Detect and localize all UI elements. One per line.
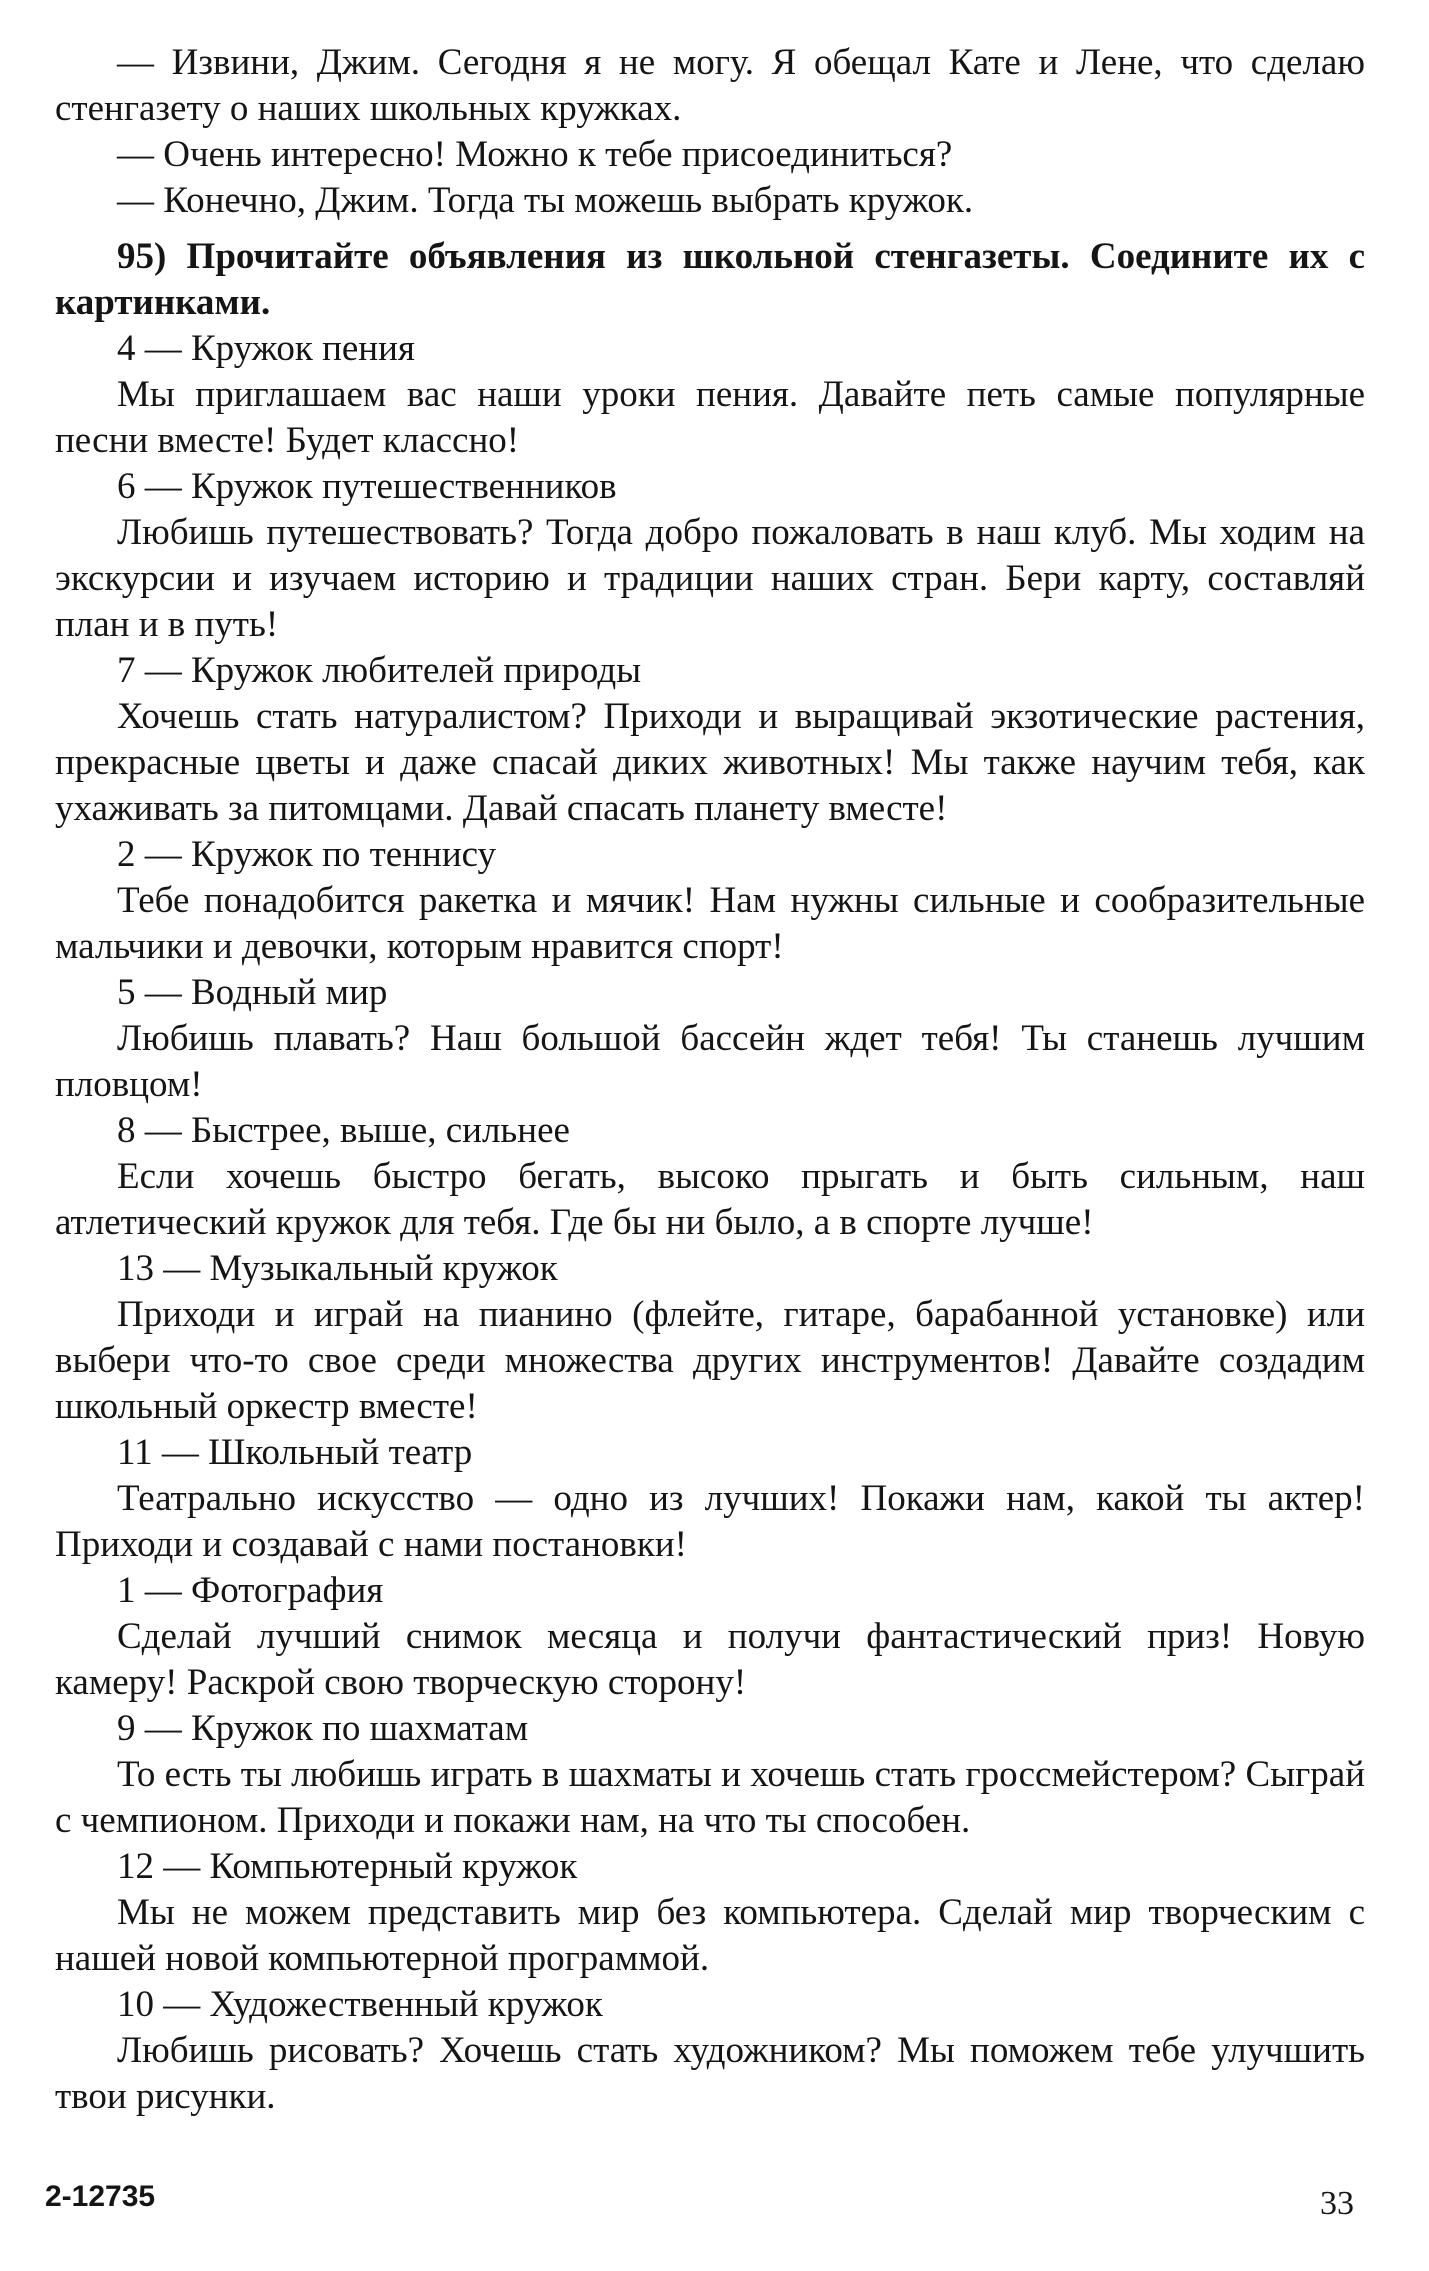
ad-title: 10 — Художественный кружок [117, 1984, 603, 2025]
ad-text: Мы приглашаем вас наши уроки пения. Давайте петь самые популярные песни вместе! Будет классно! [55, 374, 1365, 461]
ad-title: 1 — Фотография [117, 1570, 384, 1611]
ad-title: 7 — Кружок любителей природы [117, 650, 642, 691]
dialogue-line: — Конечно, Джим. Тогда ты можешь выбрать кружок. [117, 180, 974, 221]
page-body [55, 40, 1365, 2120]
ad-text: Хочешь стать натуралистом? Приходи и выращивай экзотические растения, прекрасные цветы и даже спасай диких животных! Мы также научим тебя, как ухаживать за питомцами. Давай спасать планету вместе! [55, 696, 1365, 829]
task-heading: 95) Прочитайте объявления из школьной стенгазеты. Соедините их с картинками. [55, 236, 1365, 323]
page-number: 33 [1320, 2185, 1354, 2222]
dialogue-line: — Очень интересно! Можно к тебе присоединиться? [117, 134, 953, 175]
ad-text: Сделай лучший снимок месяца и получи фантастический приз! Новую камеру! Раскрой свою творческую сторону! [55, 1616, 1365, 1703]
ad-text: Если хочешь быстро бегать, высоко прыгать и быть сильным, наш атлетический кружок для тебя. Где бы ни было, а в спорте лучше! [55, 1156, 1365, 1243]
ad-title: 13 — Музыкальный кружок [117, 1248, 558, 1289]
ad-title: 11 — Школьный театр [117, 1432, 473, 1473]
ad-text: Приходи и играй на пианино (флейте, гитаре, барабанной установке) или выбери что-то свое среди множества других инструментов! Давайте создадим школьный оркестр вместе! [55, 1294, 1365, 1427]
dialogue-line: — Извини, Джим. Сегодня я не могу. Я обещал Кате и Лене, что сделаю стенгазету о наших школьных кружках. [55, 42, 1365, 129]
ad-text: Любишь рисовать? Хочешь стать художником? Мы поможем тебе улучшить твои рисунки. [55, 2030, 1365, 2117]
ad-text: То есть ты любишь играть в шахматы и хочешь стать гроссмейстером? Сыграй с чемпионом. Приходи и покажи нам, на что ты способен. [55, 1754, 1365, 1841]
ad-title: 9 — Кружок по шахматам [117, 1708, 529, 1749]
ad-title: 5 — Водный мир [117, 972, 388, 1013]
ad-text: Театрально искусство — одно из лучших! Покажи нам, какой ты актер! Приходи и создавай с нами постановки! [55, 1478, 1365, 1565]
ad-title: 4 — Кружок пения [117, 328, 415, 369]
ad-text: Любишь путешествовать? Тогда добро пожаловать в наш клуб. Мы ходим на экскурсии и изучаем историю и традиции наших стран. Бери карту, составляй план и в путь! [55, 512, 1365, 645]
ad-text: Любишь плавать? Наш большой бассейн ждет тебя! Ты станешь лучшим пловцом! [55, 1018, 1365, 1105]
ad-title: 2 — Кружок по теннису [117, 834, 497, 875]
ad-title: 12 — Компьютерный кружок [117, 1846, 578, 1887]
ad-text: Тебе понадобится ракетка и мячик! Нам нужны сильные и сообразительные мальчики и девочки, которым нравится спорт! [55, 880, 1365, 967]
publication-code: 2-12735 [45, 2180, 156, 2213]
ad-title: 8 — Быстрее, выше, сильнее [117, 1110, 570, 1151]
ad-text: Мы не можем представить мир без компьютера. Сделай мир творческим с нашей новой компьютерной программой. [55, 1892, 1365, 1979]
ad-title: 6 — Кружок путешественников [117, 466, 617, 507]
